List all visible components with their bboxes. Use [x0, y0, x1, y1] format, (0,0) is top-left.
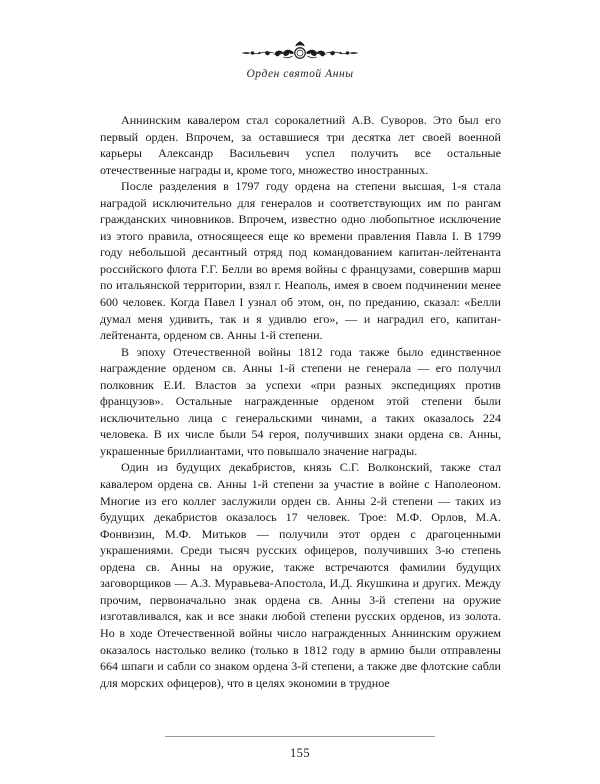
page-number: 155: [290, 746, 310, 760]
page-footer: [0, 736, 600, 761]
running-head: [0, 36, 600, 81]
paragraph: В эпоху Отечественной войны 1812 года также было единственное награждение орденом св. Анны 1-й степени не генерала — его получил полковник Е.И. Властов за успехи «при разных экспедициях против французов». Остальные награжденные орденом этой степени были исключительно лица с генеральскими чинами, а таких оказалось 224 человека. В их числе были 54 героя, получивших знаки ордена св. Анны, украшенные бриллиантами, что повышало значение награды.: [100, 344, 501, 458]
body-text-column: [100, 112, 501, 691]
footer-divider: [165, 736, 435, 737]
paragraph: После разделения в 1797 году ордена на степени высшая, 1-я стала наградой исключительно для генералов и соответствующих им по рангам гражданских чиновников. Впрочем, известно одно любопытное исключение из этого правила, относящееся еще ко времени правления Павла I. В 1799 году небольшой десантный отряд под командованием капитан-лейтенанта российского флота Г.Г. Белли во время войны с французами, совершив марш по итальянской территории, взял г. Неаполь, имея в своем подчинении менее 600 человек. Когда Павел I узнал об этом, он, по преданию, сказал: «Белли думал меня удивить, так и я удивлю его», — и наградил его, капитан-лейтенанта, орденом св. Анны 1-й степени.: [100, 179, 501, 343]
floral-flourish-ornament-icon: [236, 36, 364, 66]
running-head-title: Орден святой Анны: [246, 68, 354, 80]
paragraph: Один из будущих декабристов, князь С.Г. Волконский, также стал кавалером ордена св. Анны 1-й степени за участие в войне с Наполеоном. Многие из его коллег заслужили орден св. Анны 2-й степени — таких из будущих декабристов оказалось 17 человек. Трое: М.Ф. Орлов, М.А. Фонвизин, М.Ф. Митьков — получили этот орден с драгоценными украшениями. Среди тысяч русских офицеров, получивших 3-ю степень ордена св. Анны на оружие, также встречаются фамилии будущих заговорщиков — А.З. Муравьева-Апостола, И.Д. Якушкина и других. Между прочим, первоначально знак ордена св. Анны 3-й степени на оружие изготавливался, как и все знаки любой степени русских орденов, из золота. Но в ходе Отечественной войны число награжденных Аннинским оружием оказалось настолько велико (только в 1812 году в армию были отправлены 664 шпаги и сабли со знаком ордена 3-й степени, а также две флотские сабли для морских офицеров), что в целях экономии в трудное: [100, 460, 501, 690]
paragraph: Аннинским кавалером стал сорокалетний А.В. Суворов. Это был его первый орден. Впрочем, за оставшиеся три десятка лет своей военной карьеры Александр Васильевич успел получить все остальные отечественные награды и, кроме того, множество иностранных.: [100, 113, 501, 177]
